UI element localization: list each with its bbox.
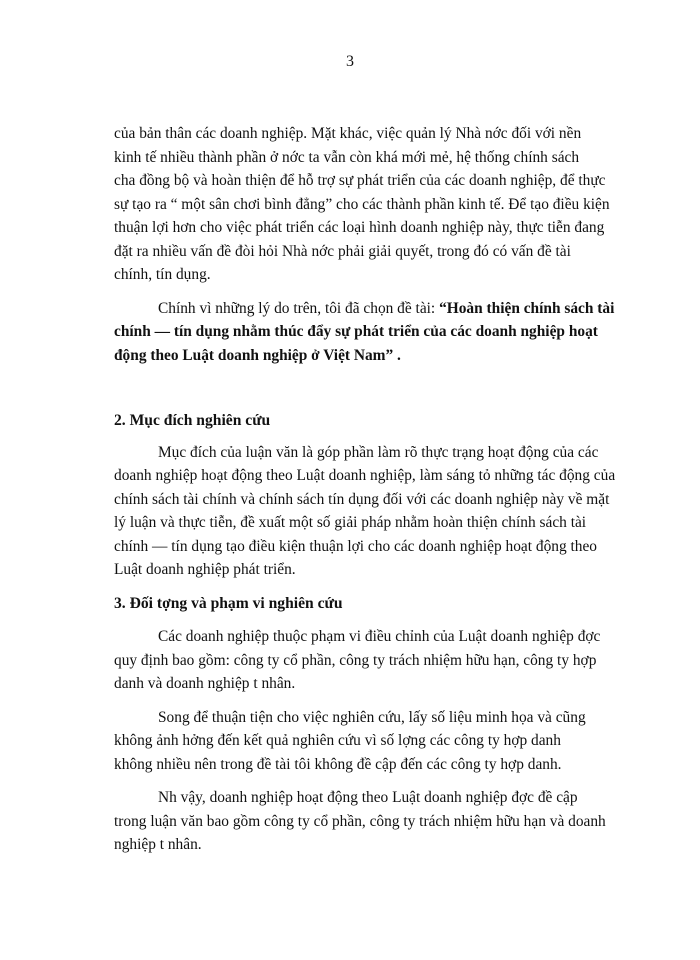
section3-paragraph (114, 625, 634, 696)
text-line (114, 297, 634, 321)
text-line: nghiệp t nhân. (114, 836, 202, 853)
text-line: doanh nghiệp hoạt động theo Luật doanh nghiệp, làm sáng tỏ những tác động của (114, 467, 616, 484)
page-number: 3 (346, 53, 354, 70)
text-line: đặt ra nhiều vấn đề đòi hỏi Nhà nớc phải giải quyết, trong đó có vấn đề tài (114, 242, 571, 260)
topic-lead: Chính vì những lý do trên, tôi đã chọn đề tài: (158, 299, 440, 317)
text-line: trong luận văn bao gồm công ty cổ phần, công ty trách nhiệm hữu hạn và doanh (114, 812, 606, 830)
section-heading: 2. Mục đích nghiên cứu (114, 412, 271, 429)
text-line: Mục đích của luận văn là góp phần làm rõ thực trạng hoạt động của các (158, 443, 599, 461)
text-line: không ảnh hởng đến kết quả nghiên cứu vì số lợng các công ty hợp danh (114, 732, 561, 749)
text-line: lý luận và thực tiễn, đề xuất một số giải pháp nhằm hoàn thiện chính sách tài (114, 514, 587, 531)
text-line: Song để thuận tiện cho việc nghiên cứu, lấy số liệu minh họa và cũng (158, 708, 586, 726)
text-line: Nh vậy, doanh nghiệp hoạt động theo Luật doanh nghiệp đợc đề cập (158, 789, 578, 806)
topic-title: động theo Luật doanh nghiệp ở Việt Nam” . (114, 346, 401, 364)
text-line: thuận lợi hơn cho việc phát triển các loại hình doanh nghiệp này, thực tiễn đang (114, 219, 605, 236)
document-body (114, 122, 634, 857)
text-line: chính, tín dụng. (114, 266, 211, 283)
text-line: không nhiều nên trong đề tài tôi không đề cập đến các công ty hợp danh. (114, 755, 562, 773)
text-line: Các doanh nghiệp thuộc phạm vi điều chỉnh của Luật doanh nghiệp đợc (158, 628, 601, 645)
text-line: chính sách tài chính và chính sách tín dụng đối với các doanh nghiệp này về mặt (114, 490, 610, 508)
topic-paragraph (114, 297, 634, 368)
section2-paragraph (114, 441, 634, 582)
text-line: quy định bao gồm: công ty cổ phần, công ty trách nhiệm hữu hạn, công ty hợp (114, 651, 597, 669)
section-heading: 3. Đối tợng và phạm vi nghiên cứu (114, 594, 343, 612)
text-line: của bản thân các doanh nghiệp. Mặt khác, việc quản lý Nhà nớc đối với nền (114, 125, 582, 142)
intro-paragraph (114, 122, 634, 287)
topic-title: “Hoàn thiện chính sách tài (439, 299, 615, 317)
text-line: cha đồng bộ và hoàn thiện để hỗ trợ sự phát triển của các doanh nghiệp, để thực (114, 172, 606, 189)
section3-paragraph (114, 786, 634, 857)
section3-paragraph (114, 706, 634, 777)
text-line: Luật doanh nghiệp phát triển. (114, 561, 296, 578)
topic-title: chính — tín dụng nhằm thúc đẩy sự phát triển của các doanh nghiệp hoạt (114, 323, 598, 340)
text-line: chính — tín dụng tạo điều kiện thuận lợi cho các doanh nghiệp hoạt động theo (114, 537, 598, 555)
text-line: sự tạo ra “ một sân chơi bình đẳng” cho các thành phần kinh tế. Để tạo điều kiện (114, 195, 610, 213)
text-line: kinh tế nhiều thành phần ở nớc ta vẫn còn khá mới mẻ, hệ thống chính sách (114, 148, 580, 166)
text-line: danh và doanh nghiệp t nhân. (114, 675, 296, 692)
